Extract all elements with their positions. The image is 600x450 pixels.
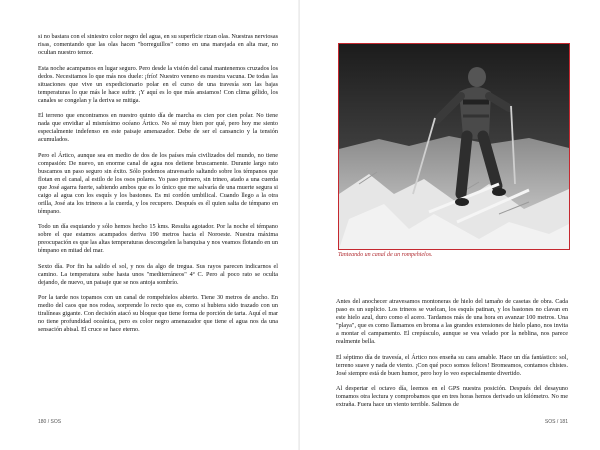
paragraph: Sexto día. Por fin ha salido el sol, y nos da algo de tregua. Sus rayos parecen indicarnos el camino. La temperatura sube hasta unos "mediterráneos" 4º C. Pero al poco rato se oculta dejando, de nuevo, un paisaje que se nos antoja sombrío. bbox=[38, 262, 278, 286]
paragraph: Antes del anochecer atravesamos montoneras de hielo del tamaño de casetas de obra. Cada paso es un suplicio. Los trineos se vuelcan, los esquís patinan, y los bastones no clavan en este hielo azul, duro como el acero. Tardamos más de una hora en avanzar 100 metros. Una "playa", que es como llamamos en broma a las grandes extensiones de hielo plano, nos invita a montar el campamento. El crepúsculo, aunque se vea velado por la neblina, nos parece realmente bella. bbox=[336, 298, 568, 345]
expedition-photo bbox=[338, 43, 570, 250]
page-number-left: 180 / SOS bbox=[38, 419, 62, 425]
paragraph: si no bastara con el siniestro color negro del agua, en su superficie rizan olas. Nuestras nerviosas risas, comentando que las olas hacen "borreguillos" como en una marejada en alta mar, no ocultan nuestro temor. bbox=[38, 33, 278, 56]
photo-caption: Tanteando un canal de un rompehielos. bbox=[338, 252, 433, 258]
paragraph: Al despertar el octavo día, leemos en el GPS nuestra posición. Después del desayuno tomamos otra lectura y comprobamos que en tres horas hemos derivado un kilómetro. No me extraña. Fuera hace un viento terrible. Salimos de bbox=[336, 385, 568, 408]
right-body-text bbox=[336, 298, 568, 417]
paragraph: Esta noche acampamos en lugar seguro. Pero desde la visión del canal mantenemos cruzados los dedos. Necesitamos lo que más nos duele: ¡frío! Nuestro veneno es nuestra vacuna. De todas las situaciones que vive un expedicionario polar en el curso de una travesía son las bajas temperaturas lo que más le hace sufrir. ¡Y aquí es lo que más ansiamos! Con clima gélido, los canales se congelan y la deriva se mitiga. bbox=[38, 64, 278, 104]
skier-on-ice-photo bbox=[339, 44, 569, 249]
paragraph: Todo un día esquiando y sólo hemos hecho 15 kms. Resulta agotador. Por la noche el témpano sobre el que estamos acampados deriva 190 metros hacia el Noroeste. Nuestra máxima preocupación es que las altas temperaturas descongelen la banquisa y nos veamos flotando en un témpano en mitad del mar. bbox=[38, 223, 278, 254]
paragraph: Por la tarde nos topamos con un canal de rompehielos abierto. Tiene 30 metros de ancho. En medio del caos que nos rodea, sorprende lo recto que es, como si hubiera sido trazado con un tiralíneas gigante. Con decisión atacó su bloque que tiene forma de porción de tarta. Aquí el mar no tiene profundidad oceánica, pero es color negro amenazador que tiene el agua nos da una sensación abisal. El cruce se hace eterno. bbox=[38, 294, 278, 333]
page-number-right: SOS / 181 bbox=[544, 419, 568, 425]
right-page bbox=[300, 0, 600, 450]
paragraph: Pero el Ártico, aunque sea en medio de dos de los países más civilizados del mundo, no tiene compasión: De nuevo, un enorme canal de agua nos detiene bruscamente. Durante largo rato buscamos un paso seguro sin éxito. Sólo podemos atravesarlo saltando sobre los témpanos que flotan en el canal, al estilo de los osos polares. Yo paso primero, sin trineo, atado a una cuerda que José agarra fuerte, sabiendo ambos que es lo único que me salvaría de una muerte segura si caigo al agua con los esquís y los bastones. Es mi cordón umbilical. Cuando llego a la otra orilla, José ata los trineos a la cuerda, y los recupero. Después es él quien salta de témpano en témpano. bbox=[38, 151, 278, 215]
left-body-text bbox=[38, 33, 278, 342]
paragraph: El séptimo día de travesía, el Ártico nos enseña su cara amable. Hace un día fantástico: sol, terreno suave y nada de viento. ¡Con qué poco somos felices! Bromeamos, contamos chistes. José siempre está de buen humor, pero hoy lo veo especialmente divertido. bbox=[336, 353, 568, 377]
paragraph: El terreno que encontramos en nuestro quinto día de marcha es cien por cien polar. No tiene nada que envidiar al mismísimo océano Ártico. No sé muy bien por qué, pero hoy me siento especialmente indefenso en este paisaje amenazador. Debe de ser el cansancio y la tensión acumulados. bbox=[38, 112, 278, 143]
